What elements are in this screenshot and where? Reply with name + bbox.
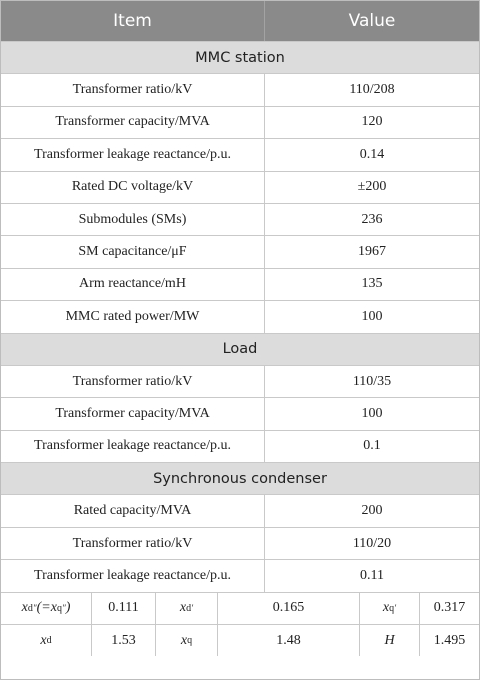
row-item: Transformer ratio/kV — [1, 528, 265, 559]
table-row — [1, 268, 479, 300]
table-row — [1, 138, 479, 170]
table-row — [1, 235, 479, 267]
table-row — [1, 494, 479, 526]
header-item: Item — [1, 1, 265, 41]
row-value: 100 — [361, 308, 383, 324]
table-row — [1, 397, 479, 429]
section-synchronous-condenser — [1, 462, 479, 494]
machine-params-row-1 — [1, 592, 479, 624]
param-value-xd-transient: 0.165 — [217, 593, 359, 624]
param-value-xq-transient: 0.317 — [419, 593, 479, 624]
table-header — [1, 1, 479, 41]
section-title: Load — [222, 341, 258, 358]
row-value: 236 — [361, 211, 383, 227]
param-value-xq: 1.48 — [217, 625, 359, 656]
section-load — [1, 333, 479, 365]
section-title: MMC station — [195, 49, 285, 66]
table-row — [1, 365, 479, 397]
header-value: Value — [348, 11, 396, 31]
row-item: SM capacitance/μF — [1, 236, 265, 267]
table-row — [1, 559, 479, 591]
row-value: 200 — [361, 503, 383, 519]
row-item: Transformer capacity/MVA — [1, 107, 265, 138]
table-row — [1, 203, 479, 235]
row-value: ±200 — [357, 179, 387, 195]
row-item: Transformer leakage reactance/p.u. — [1, 560, 265, 591]
param-value-h: 1.495 — [419, 625, 479, 656]
table-row — [1, 73, 479, 105]
row-item: Arm reactance/mH — [1, 269, 265, 300]
param-label-xq: x q — [155, 625, 217, 656]
param-value-xd-subtransient: 0.111 — [91, 593, 155, 624]
row-value: 0.14 — [359, 146, 385, 162]
param-label-xd-transient: x d ′ — [155, 593, 217, 624]
row-item: Submodules (SMs) — [1, 204, 265, 235]
row-value: 135 — [361, 276, 383, 292]
row-value: 110/35 — [352, 373, 392, 389]
table-row — [1, 300, 479, 332]
machine-params-row-2 — [1, 624, 479, 656]
row-value: 110/208 — [349, 82, 395, 98]
param-value-xd: 1.53 — [91, 625, 155, 656]
row-value: 1967 — [358, 244, 386, 260]
row-item: Transformer leakage reactance/p.u. — [1, 139, 265, 170]
row-value: 100 — [361, 405, 383, 421]
section-title: Synchronous condenser — [153, 470, 327, 487]
table-row — [1, 430, 479, 462]
table-row — [1, 171, 479, 203]
section-mmc-station — [1, 41, 479, 73]
row-item: MMC rated power/MW — [1, 301, 265, 332]
param-label-h: H — [359, 625, 419, 656]
param-label-xd: x d — [40, 632, 52, 648]
row-item: Rated DC voltage/kV — [1, 172, 265, 203]
row-value: 0.1 — [363, 438, 381, 454]
row-item: Rated capacity/MVA — [1, 495, 265, 526]
row-item: Transformer ratio/kV — [1, 366, 265, 397]
row-value: 110/20 — [352, 535, 392, 551]
row-value: 120 — [361, 114, 383, 130]
row-value: 0.11 — [360, 567, 384, 583]
param-label-xd-subtransient: x d ″ (=x q ″ ) — [21, 600, 71, 616]
table-row — [1, 106, 479, 138]
param-label-xq-transient: x q ′ — [359, 593, 419, 624]
row-item: Transformer ratio/kV — [1, 74, 265, 105]
row-item: Transformer capacity/MVA — [1, 398, 265, 429]
table-row — [1, 527, 479, 559]
row-item: Transformer leakage reactance/p.u. — [1, 431, 265, 462]
